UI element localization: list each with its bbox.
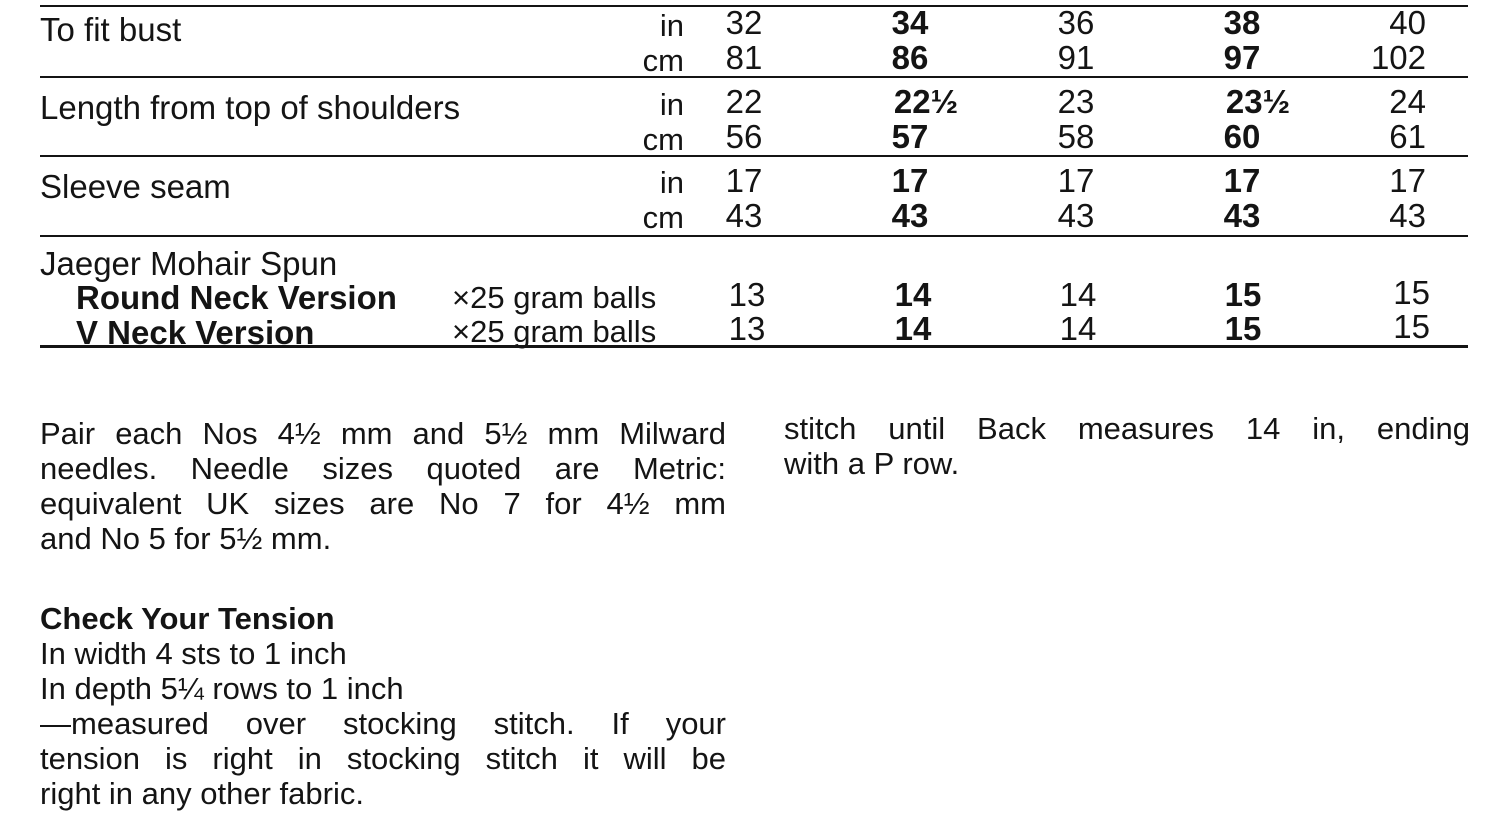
v-neck-version-label: V Neck Version [76,314,315,351]
cell-value: 22 [725,83,763,120]
cell-value: 61 [1389,118,1426,155]
cell-value: 23 [1057,83,1095,120]
tension-heading: Check Your Tension [40,601,335,636]
cell-value: 14 [1059,276,1097,313]
cell-value: 13 [728,310,766,347]
row-divider [40,235,1468,237]
round-neck-version-label: Round Neck Version [76,279,397,316]
cell-value: 14 [1059,310,1097,347]
paragraph-line: right in any other fabric. [40,776,364,811]
unit-label: cm [642,200,684,235]
cell-value: 34 [891,4,929,41]
paragraph-line: —measured over stocking stitch. If your [40,706,726,741]
cell-value: 14 [894,310,932,347]
cell-value: 15 [1393,274,1430,311]
cell-value: 56 [725,118,763,155]
cell-value: 81 [725,39,763,76]
row-label-bust: To fit bust [40,11,182,48]
cell-value: 13 [728,276,766,313]
cell-value: 57 [891,118,929,155]
row-divider [40,76,1468,78]
cell-value: 17 [891,162,929,199]
paragraph-line: and No 5 for 5½ mm. [40,521,332,556]
unit-label: cm [642,122,684,157]
yarn-unit-label: ×25 gram balls [452,314,657,349]
paragraph-line: In width 4 sts to 1 inch [40,636,347,671]
paragraph-line: stitch until Back measures 14 in, ending [784,411,1470,446]
cell-value: 17 [1389,162,1426,199]
paragraph-line: Pair each Nos 4½ mm and 5½ mm Milward [40,416,726,451]
cell-value: 43 [1223,197,1261,234]
continuation-paragraph [784,411,1470,481]
cell-value: 24 [1389,83,1426,120]
cell-value: 17 [1057,162,1095,199]
row-divider [40,155,1468,157]
cell-value: 36 [1057,4,1095,41]
cell-value: 40 [1389,4,1426,41]
cell-value: 97 [1223,39,1261,76]
cell-value: 91 [1057,39,1095,76]
yarn-label: Jaeger Mohair Spun [40,245,338,282]
paragraph-line: equivalent UK sizes are No 7 for 4½ mm [40,486,726,521]
tension-paragraph [40,636,726,811]
yarn-unit-label: ×25 gram balls [452,280,657,315]
cell-value: 43 [1057,197,1095,234]
cell-value: 22½ [893,83,959,120]
cell-value: 23½ [1225,83,1291,120]
cell-value: 32 [725,4,763,41]
cell-value: 17 [725,162,763,199]
unit-label: cm [642,43,684,78]
paragraph-line: with a P row. [784,446,960,481]
needles-paragraph [40,416,726,556]
cell-value: 43 [1389,197,1426,234]
unit-label: in [659,87,684,122]
cell-value: 17 [1223,162,1261,199]
cell-value: 43 [891,197,929,234]
cell-value: 14 [894,276,932,313]
unit-label: in [659,165,684,200]
cell-value: 102 [1370,39,1426,76]
cell-value: 15 [1393,308,1430,345]
row-label-sleeve: Sleeve seam [40,168,231,205]
cell-value: 15 [1224,310,1262,347]
cell-value: 60 [1223,118,1261,155]
unit-label: in [659,8,684,43]
cell-value: 15 [1224,276,1262,313]
paragraph-line: needles. Needle sizes quoted are Metric: [40,451,726,486]
cell-value: 58 [1057,118,1095,155]
paragraph-line: tension is right in stocking stitch it will be [40,741,726,776]
cell-value: 38 [1223,4,1261,41]
row-label-length: Length from top of shoulders [40,89,461,126]
cell-value: 86 [891,39,929,76]
paragraph-line: In depth 5¼ rows to 1 inch [40,671,404,706]
cell-value: 43 [725,197,763,234]
